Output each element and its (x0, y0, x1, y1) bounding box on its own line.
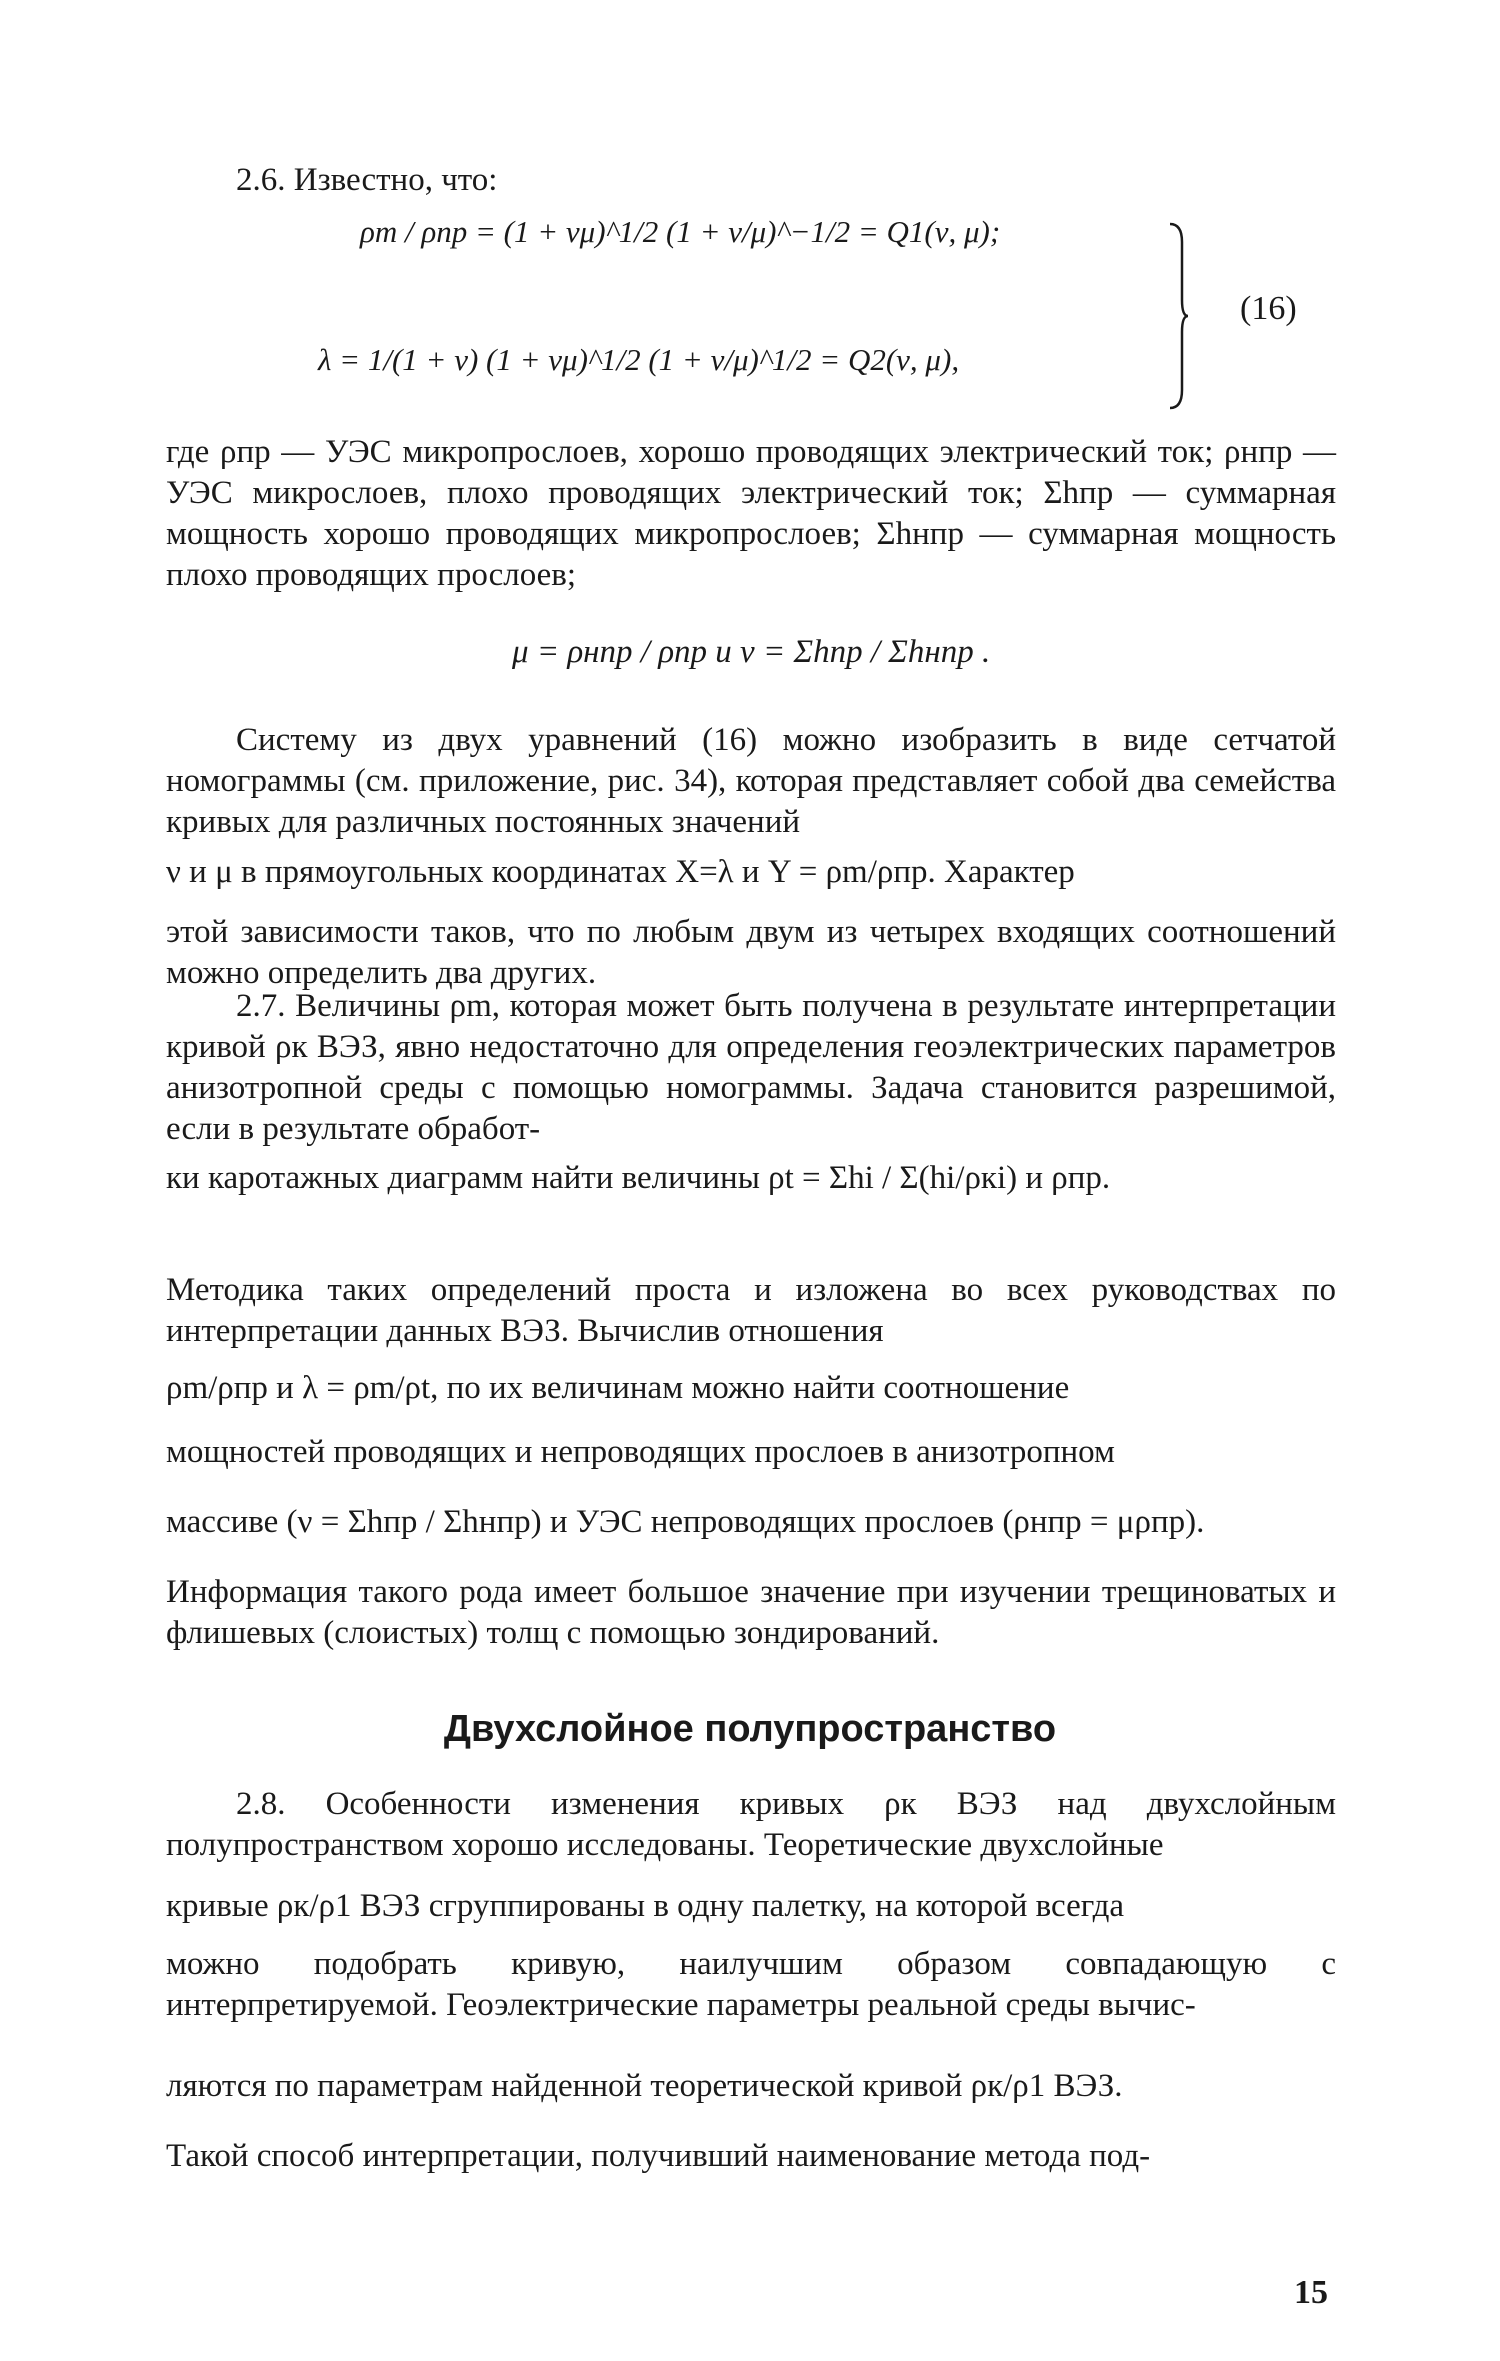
equation-16-line-1: ρm / ρпр = (1 + νμ)^1/2 (1 + ν/μ)^−1/2 = Q1(ν, μ); (360, 214, 1001, 249)
section-2-7-method: Методика таких определений проста и изложена во всех руководствах по интерпретации данных ВЭЗ. Вычислив отношения (166, 1272, 1336, 1349)
equation-16-line-2: λ = 1/(1 + ν) (1 + νμ)^1/2 (1 + ν/μ)^1/2 = Q2(ν, μ), (318, 342, 960, 377)
section-2-8-parameters: ляются по параметрам найденной теоретической кривой ρк/ρ1 ВЭЗ. (166, 2068, 1123, 2104)
section-2-8-curves: кривые ρк/ρ1 ВЭЗ сгруппированы в одну палетку, на которой всегда (166, 1888, 1125, 1924)
paragraph-nomogram: Систему из двух уравнений (16) можно изобразить в виде сетчатой номограммы (см. приложение, рис. 34), которая представляет собой два семейства кривых для различных постоянных значений (166, 722, 1336, 840)
section-2-8-fit: можно подобрать кривую, наилучшим образом совпадающую с интерпретируемой. Геоэлектрические параметры реальной среды вычис- (166, 1946, 1336, 2023)
equation-brace (1168, 222, 1188, 410)
section-2-8-method: Такой способ интерпретации, получивший наименование метода под- (166, 2138, 1151, 2174)
section-2-7-thickness: мощностей проводящих и непроводящих прослоев в анизотропном (166, 1434, 1115, 1470)
section-2-6-intro: 2.6. Известно, что: (236, 162, 498, 198)
section-2-7-ratios: ρm/ρпр и λ = ρm/ρt, по их величинам можно найти соотношение (166, 1370, 1070, 1406)
paragraph-nomogram-end: этой зависимости таков, что по любым двум из четырех входящих соотношений можно определить два других. (166, 914, 1336, 991)
section-heading: Двухслойное полупространство (443, 1708, 1057, 1750)
page-number: 15 (1294, 2274, 1328, 2311)
section-2-7-rho-t: ки каротажных диаграмм найти величины ρt = Σhi / Σ(hi/ρкi) и ρпр. (166, 1160, 1111, 1196)
equation-number: (16) (1240, 290, 1297, 327)
paragraph-nomogram-coords: ν и μ в прямоугольных координатах X=λ и Y = ρm/ρпр. Характер (166, 854, 1075, 890)
section-2-7-information: Информация такого рода имеет большое значение при изучении трещиноватых и флишевых (слоистых) толщ с помощью зондирований. (166, 1574, 1336, 1651)
section-2-8-paragraph: 2.8. Особенности изменения кривых ρк ВЭЗ над двухслойным полупространством хорошо исследованы. Теоретические двухслойные (166, 1786, 1336, 1863)
mu-nu-equation: μ = ρнпр / ρпр и ν = Σhпр / Σhнпр . (512, 634, 991, 670)
section-2-7-paragraph: 2.7. Величины ρm, которая может быть получена в результате интерпретации кривой ρк ВЭЗ, явно недостаточно для определения геоэлектрических параметров анизотропной среды с помощью номограммы. Задача становится разрешимой, если в результате обработ- (166, 988, 1336, 1147)
definitions-paragraph: где ρпр — УЭС микропрослоев, хорошо проводящих электрический ток; ρнпр — УЭС микрослоев, плохо проводящих электрический ток; Σhпр — суммарная мощность хорошо проводящих микропрослоев; Σhнпр — суммарная мощность плохо проводящих прослоев; (166, 434, 1336, 593)
section-2-7-massive: массиве (ν = Σhпр / Σhнпр) и УЭС непроводящих прослоев (ρнпр = μρпр). (166, 1504, 1205, 1540)
